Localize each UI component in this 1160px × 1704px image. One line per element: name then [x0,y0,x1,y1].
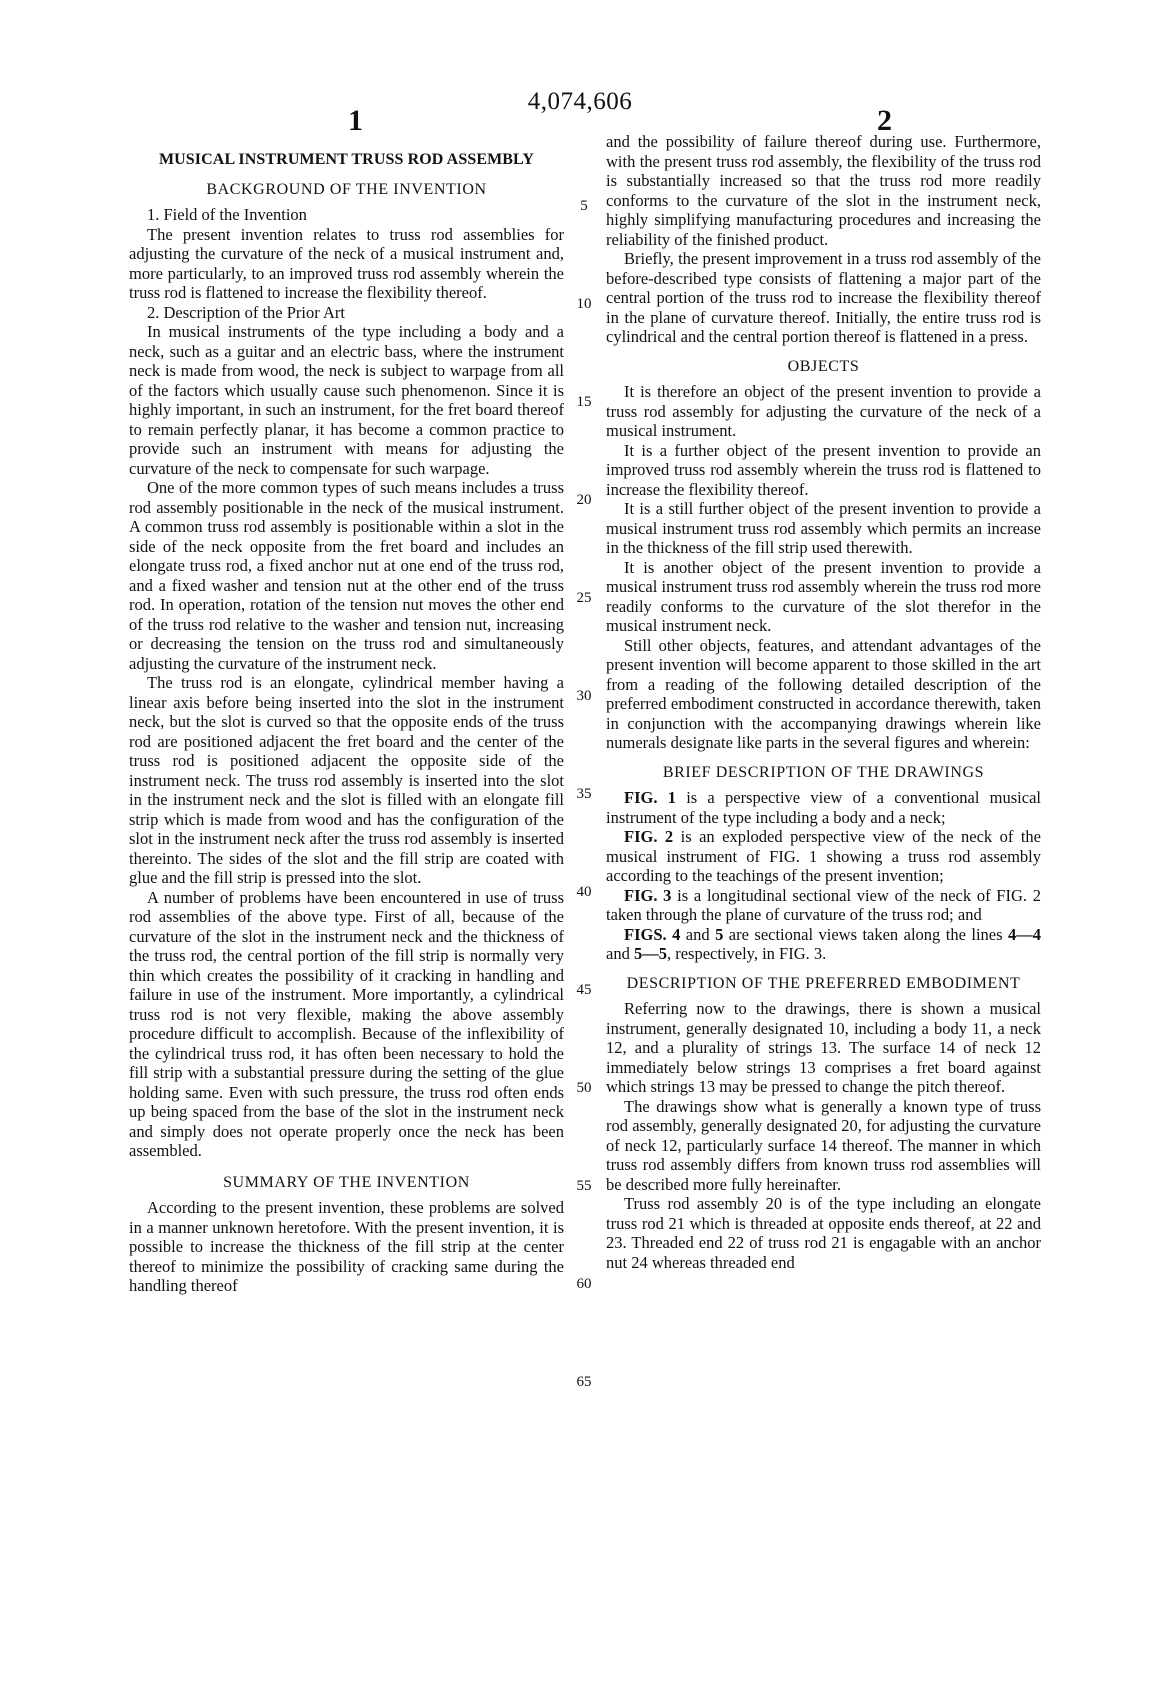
left-column [129,140,564,1296]
left-column-number: 1 [348,104,363,137]
figure-label: FIGS. 4 [624,924,681,944]
paragraph: The drawings show what is generally a known type of truss rod assembly, generally designated 20, for adjusting the curvature of neck 12, particularly surface 14 thereof. The manner in which truss rod assembly differs from known truss rod assemblies will be described more fully hereinafter. [606,1096,1041,1194]
heading-objects: OBJECTS [787,357,860,375]
paragraph: According to the present invention, these problems are solved in a manner unknown heretofore. With the present invention, it is possible to increase the thickness of the fill strip at the center thereof to minimize the possibility of cracking same during the handling thereof [129,1198,564,1295]
paragraph: A number of problems have been encountered in use of truss rod assemblies of the above type. First of all, because of the curvature of the slot in the instrument neck and the thickness of the truss rod, the central portion of the fill strip is normally very thin which creates the possibility of it cracking in handling and failure in use of the instrument. More importantly, a cylindrical truss rod is not very flexible, making the above assembly procedure difficult to accomplish. Because of the inflexibility of the cylindrical truss rod, it has often been necessary to hold the fill strip with a substantial pressure during the setting of the glue holding same. Even with such pressure, the truss rod often ends up being spaced from the base of the slot in the instrument neck and simply does not operate properly once the neck has been assembled. [129,887,564,1160]
figure-description: FIGS. 4 and 5 are sectional views taken along the lines 4—4 and 5—5, respectively, in FIG. 3. [606,924,1041,963]
paragraph: Truss rod assembly 20 is of the type including an elongate truss rod 21 which is threaded at opposite ends thereof, at 22 and 23. Threaded end 22 of truss rod 21 is engagable with an anchor nut 24 whereas threaded end [606,1194,1041,1272]
paragraph: and the possibility of failure thereof during use. Furthermore, with the present truss rod assembly, the flexibility of the truss rod is substantially increased so that the truss rod more readily conforms to the curvature of the slot in the instrument neck, highly simplifying manufacturing procedures and increasing the reliability of the finished product. [606,132,1041,249]
figure-label: FIG. 2 [624,827,674,846]
line-number: 45 [576,982,592,998]
patent-number: 4,074,606 [527,88,633,115]
line-number: 65 [576,1374,592,1390]
line-number: 35 [576,786,592,802]
line-number: 30 [576,688,592,704]
right-column [606,132,1041,1272]
heading-preferred-embodiment: DESCRIPTION OF THE PREFERRED EMBODIMENT [626,974,1021,992]
paragraph: Briefly, the present improvement in a truss rod assembly of the before-described type consists of flattening a major part of the central portion of the truss rod to increase the flexibility thereof in the plane of curvature thereof. Initially, the entire truss rod is cylindrical and the central portion thereof is flattened in a press. [606,249,1041,346]
paragraph: Still other objects, features, and attendant advantages of the present invention will become apparent to those skilled in the art from a reading of the following detailed description of the preferred embodiment constructed in accordance therewith, taken in conjunction with the accompanying drawings wherein like numerals designate like parts in the several figures and wherein: [606,635,1041,752]
heading-drawings: BRIEF DESCRIPTION OF THE DRAWINGS [662,763,985,781]
line-number: 10 [576,296,592,312]
paragraph: It is a further object of the present invention to provide an improved truss rod assembly wherein the truss rod is flattened to increase the flexibility thereof. [606,440,1041,499]
paragraph: In musical instruments of the type including a body and a neck, such as a guitar and an electric bass, where the instrument neck is made from wood, the neck is subject to warpage from all of the factors which usually cause such phenomenon. Since it is highly important, in such an instrument, for the fret board thereof to remain perfectly planar, it has become a common practice to provide such an instrument with means for adjusting the curvature of the neck to compensate for such warpage. [129,322,564,478]
line-number: 40 [576,884,592,900]
line-number: 50 [576,1080,592,1096]
line-number: 60 [576,1276,592,1292]
subheading-field: 1. Field of the Invention [147,205,307,224]
paragraph: It is therefore an object of the present invention to provide a truss rod assembly for adjusting the curvature of the neck of a musical instrument. [606,382,1041,440]
heading-background: BACKGROUND OF THE INVENTION [206,180,487,198]
subheading-prior-art: 2. Description of the Prior Art [147,302,345,322]
paragraph: Referring now to the drawings, there is shown a musical instrument, generally designated 10, including a body 11, a neck 12, and a plurality of strings 13. The surface 14 of neck 12 immediately below strings 13 comprises a fret board against which strings 13 may be pressed to change the pitch thereof. [606,999,1041,1096]
patent-title: MUSICAL INSTRUMENT TRUSS ROD ASSEMBLY [158,151,535,168]
paragraph: One of the more common types of such means includes a truss rod assembly positionable in the neck of the musical instrument. A common truss rod assembly is positionable within a slot in the side of the neck opposite from the fret board and includes an elongate truss rod, a fixed anchor nut at one end of the truss rod, and a fixed washer and tension nut at the other end of the truss rod. In operation, rotation of the tension nut moves the other end of the truss rod relative to the washer and tension nut, increasing or decreasing the tension on the truss rod and simultaneously adjusting the curvature of the instrument neck. [129,478,564,673]
paragraph: It is another object of the present invention to provide a musical instrument truss rod assembly wherein the truss rod more readily conforms to the curvature of the slot therefor in the musical instrument neck. [606,557,1041,635]
right-column-number: 2 [877,104,892,137]
line-number: 20 [576,492,592,508]
line-number: 5 [580,198,588,214]
paragraph: The present invention relates to truss rod assemblies for adjusting the curvature of the neck of a musical instrument and, more particularly, to an improved truss rod assembly wherein the truss rod is flattened to increase the flexibility thereof. [129,224,564,302]
line-number: 55 [576,1178,592,1194]
figure-description: FIG. 2 is an exploded perspective view of the neck of the musical instrument of FIG. 1 showing a truss rod assembly according to the teachings of the present invention; [606,827,1041,885]
figure-label: FIG. 1 [624,788,676,807]
figure-description: FIG. 3 is a longitudinal sectional view of the neck of FIG. 2 taken through the plane of curvature of the truss rod; and [606,885,1041,924]
line-number: 25 [576,590,592,606]
paragraph: It is a still further object of the present invention to provide a musical instrument truss rod assembly which permits an increase in the thickness of the fill strip used therewith. [606,499,1041,557]
heading-summary: SUMMARY OF THE INVENTION [223,1173,470,1191]
figure-description: FIG. 1 is a perspective view of a conventional musical instrument of the type including a body and a neck; [606,788,1041,827]
figure-label: FIG. 3 [624,885,672,905]
line-number: 15 [576,394,592,410]
paragraph: The truss rod is an elongate, cylindrical member having a linear axis before being inserted into the slot in the instrument neck, but the slot is curved so that the opposite ends of the truss rod are positioned adjacent the fret board and the center of the truss rod is positioned adjacent the opposite side of the instrument neck. The truss rod assembly is inserted into the slot in the instrument neck and the slot is filled with an elongate fill strip which is made from wood and has the configuration of the slot in the instrument neck after the truss rod assembly is inserted thereinto. The sides of the slot and the fill strip are coated with glue and the fill strip is pressed into the slot. [129,673,564,887]
